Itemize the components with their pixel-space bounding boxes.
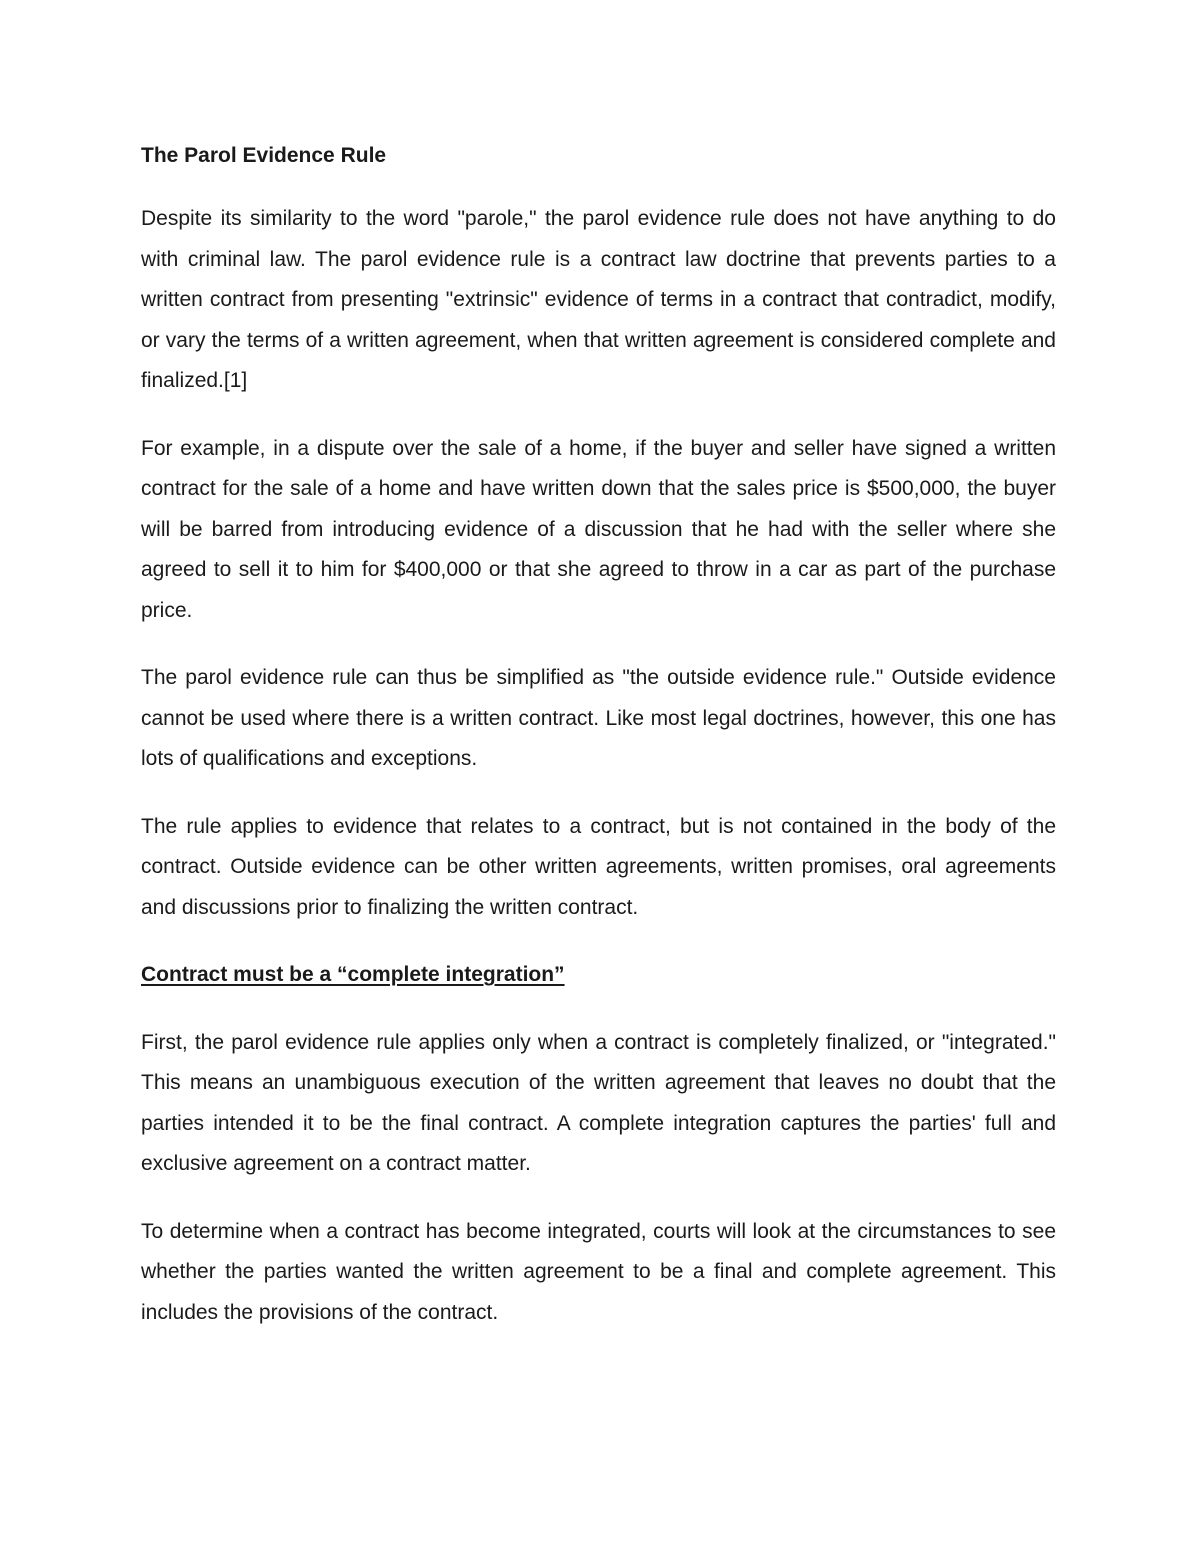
paragraph: First, the parol evidence rule applies only when a contract is completely finalized, or "integrated." This means an unambiguous execution of the written agreement that leaves no doubt that the parties intended it to be the final contract. A complete integration captures the parties' full and exclusive agreement on a contract matter. (141, 1030, 1056, 1175)
paragraph: The rule applies to evidence that relates to a contract, but is not contained in the body of the contract. Outside evidence can be other written agreements, written promises, oral agreements and discussions prior to finalizing the written contract. (141, 814, 1056, 919)
paragraph: Despite its similarity to the word "parole," the parol evidence rule does not have anything to do with criminal law. The parol evidence rule is a contract law doctrine that prevents parties to a written contract from presenting "extrinsic" evidence of terms in a contract that contradict, modify, or vary the terms of a written agreement, when that written agreement is considered complete and finalized.[1] (141, 207, 1056, 392)
section-heading: Contract must be a “complete integration” (141, 963, 565, 986)
document-page (141, 140, 1056, 1360)
paragraph: To determine when a contract has become integrated, courts will look at the circumstances to see whether the parties wanted the written agreement to be a final and complete agreement. This includes the provisions of the contract. (141, 1219, 1056, 1324)
paragraph: The parol evidence rule can thus be simplified as "the outside evidence rule." Outside evidence cannot be used where there is a written contract. Like most legal doctrines, however, this one has lots of qualifications and exceptions. (141, 666, 1056, 770)
paragraph: For example, in a dispute over the sale of a home, if the buyer and seller have signed a written contract for the sale of a home and have written down that the sales price is $500,000, the buyer will be barred from introducing evidence of a discussion that he had with the seller where she agreed to sell it to him for $400,000 or that she agreed to throw in a car as part of the purchase price. (141, 436, 1056, 622)
document-title: The Parol Evidence Rule (141, 144, 387, 167)
